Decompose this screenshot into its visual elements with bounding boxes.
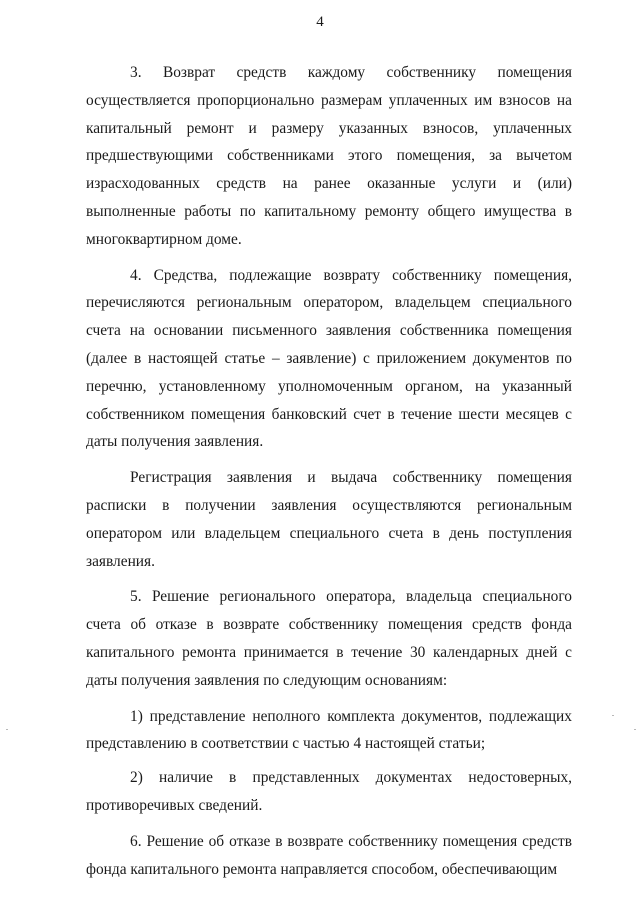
paragraph-6: 6. Решение об отказе в возврате собственнику помещения средств фонда капитального ремонта направляется способом, обеспечивающим: [86, 832, 572, 878]
paragraph-5: 5. Решение регионального оператора, владельца специального счета об отказе в возврате собственнику помещения средств фонда капитального ремонта принимается в течение 30 календарных дней с даты получения заявления по следующим основаниям:: [86, 588, 572, 689]
scan-artifact-mark: [6, 729, 8, 730]
list-item-1: 1) представление неполного комплекта документов, подлежащих представлению в соответствии с частью 4 настоящей статьи;: [86, 707, 572, 753]
document-body: [86, 59, 572, 889]
scan-artifact-mark: [634, 729, 636, 730]
paragraph-registration: Регистрация заявления и выдача собственнику помещения расписки в получении заявления осуществляются региональным оператором или владельцем специального счета в день поступления заявления.: [86, 469, 572, 570]
page-number: 4: [316, 14, 324, 30]
paragraph-3: 3. Возврат средств каждому собственнику помещения осуществляется пропорционально размерам уплаченных им взносов на капитальный ремонт и размеру указанных взносов, уплаченных предшествующими собственниками этого помещения, за вычетом израсходованных средств на ранее оказанные услуги и (или) выполненные работы по капитальному ремонту общего имущества в многоквартирном доме.: [86, 64, 572, 248]
paragraph-4: 4. Средства, подлежащие возврату собственнику помещения, перечисляются региональным оператором, владельцем специального счета на основании письменного заявления собственника помещения (далее в настоящей статье – заявление) с приложением документов по перечню, установленному уполномоченным органом, на указанный собственником помещения банковский счет в течение шести месяцев с даты получения заявления.: [86, 266, 572, 451]
scan-artifact-mark: [612, 715, 614, 716]
list-item-2: 2) наличие в представленных документах недостоверных, противоречивых сведений.: [86, 769, 572, 814]
